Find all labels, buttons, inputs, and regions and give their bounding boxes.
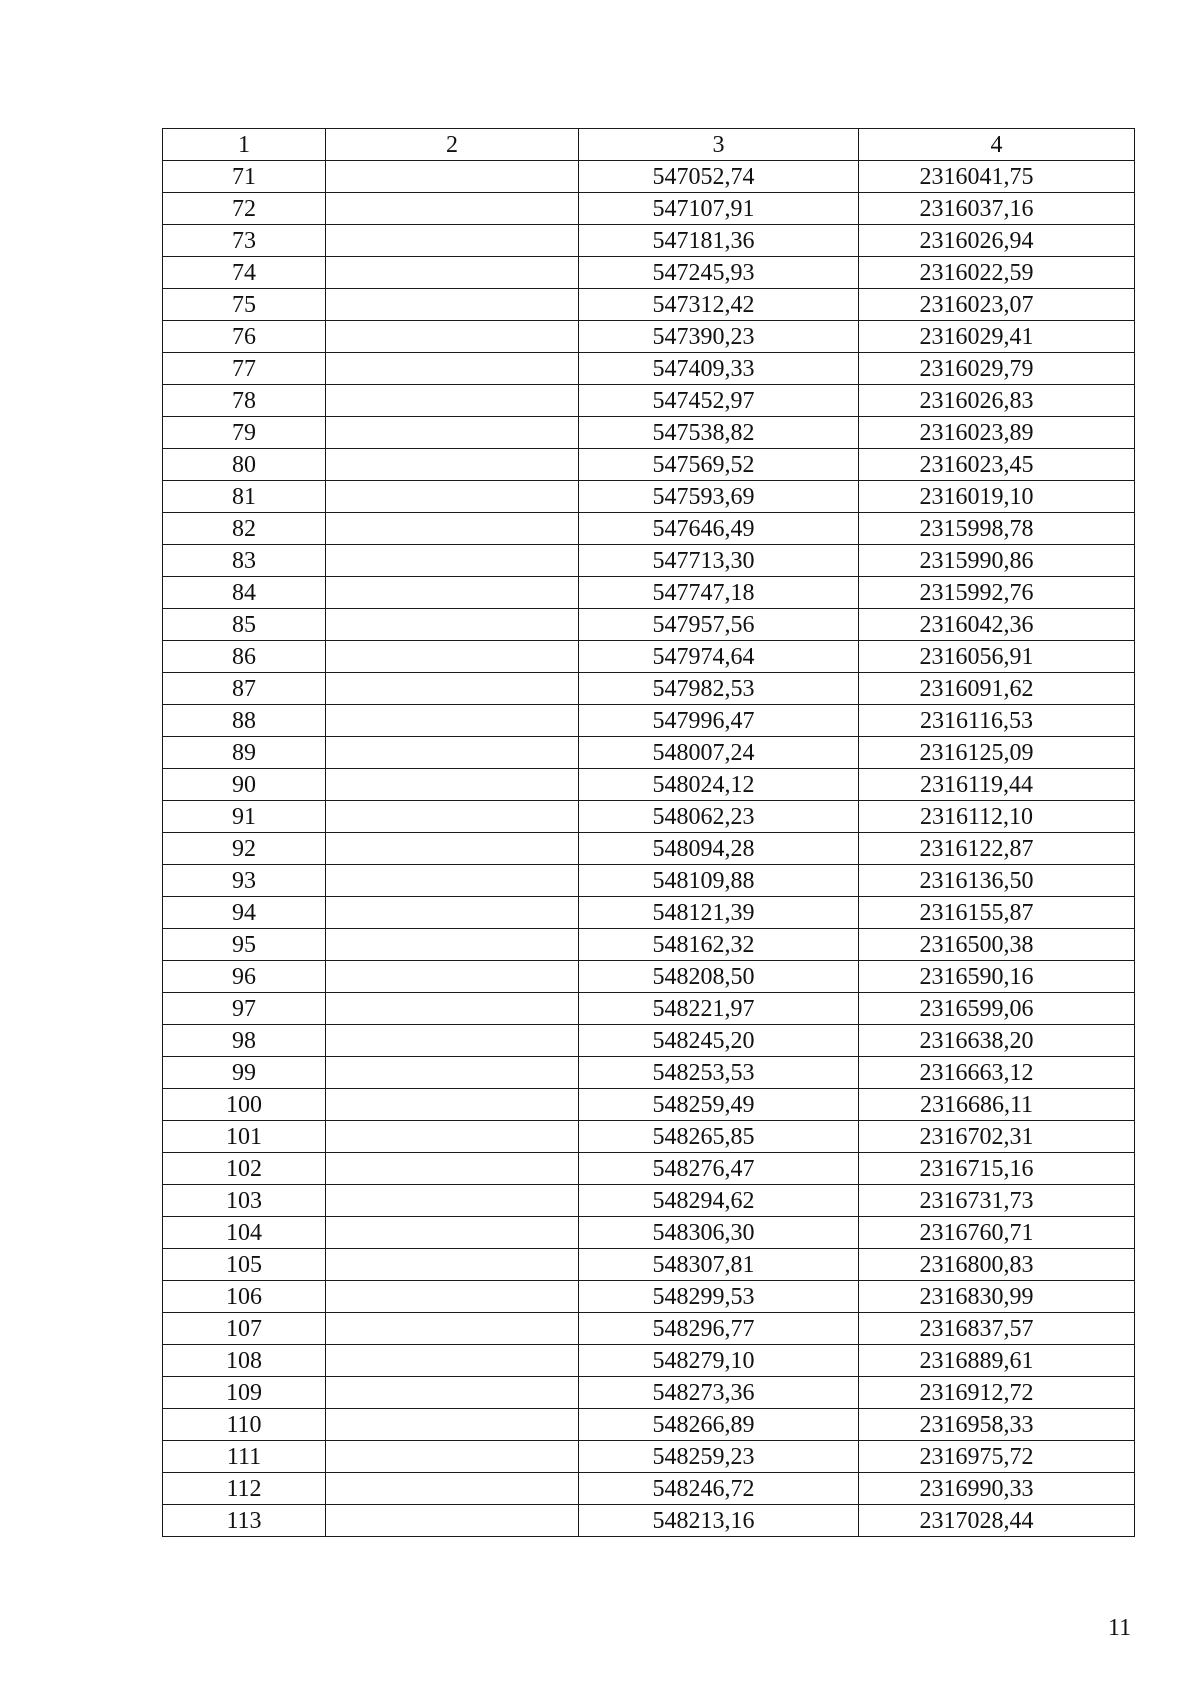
- cell-description: [326, 513, 579, 545]
- cell-point-number: 95: [163, 929, 326, 961]
- cell-y-coordinate: 2316037,16: [859, 193, 1135, 225]
- cell-x-coordinate: 547107,91: [579, 193, 859, 225]
- cell-y-coordinate: 2316889,61: [859, 1345, 1135, 1377]
- table-row: [163, 865, 1135, 897]
- header-col-1: 1: [163, 129, 326, 161]
- cell-x-coordinate: 547996,47: [579, 705, 859, 737]
- cell-x-coordinate: 547646,49: [579, 513, 859, 545]
- cell-y-coordinate: 2316663,12: [859, 1057, 1135, 1089]
- cell-x-coordinate: 548246,72: [579, 1473, 859, 1505]
- cell-x-coordinate: 548294,62: [579, 1185, 859, 1217]
- cell-description: [326, 385, 579, 417]
- cell-description: [326, 225, 579, 257]
- cell-description: [326, 641, 579, 673]
- cell-point-number: 104: [163, 1217, 326, 1249]
- table-row: [163, 1057, 1135, 1089]
- cell-description: [326, 929, 579, 961]
- cell-description: [326, 193, 579, 225]
- cell-description: [326, 705, 579, 737]
- cell-x-coordinate: 547957,56: [579, 609, 859, 641]
- cell-point-number: 96: [163, 961, 326, 993]
- table-row: [163, 705, 1135, 737]
- cell-description: [326, 1345, 579, 1377]
- cell-y-coordinate: 2316029,41: [859, 321, 1135, 353]
- table-row: [163, 513, 1135, 545]
- cell-y-coordinate: 2316026,94: [859, 225, 1135, 257]
- table-row: [163, 1089, 1135, 1121]
- cell-x-coordinate: 547713,30: [579, 545, 859, 577]
- coordinates-table: [162, 128, 1135, 1537]
- cell-x-coordinate: 548121,39: [579, 897, 859, 929]
- table-row: [163, 1249, 1135, 1281]
- cell-description: [326, 961, 579, 993]
- cell-point-number: 90: [163, 769, 326, 801]
- cell-y-coordinate: 2316119,44: [859, 769, 1135, 801]
- table-row: [163, 545, 1135, 577]
- cell-point-number: 77: [163, 353, 326, 385]
- cell-point-number: 94: [163, 897, 326, 929]
- cell-point-number: 113: [163, 1505, 326, 1537]
- header-col-4: 4: [859, 129, 1135, 161]
- cell-description: [326, 1281, 579, 1313]
- cell-y-coordinate: 2316800,83: [859, 1249, 1135, 1281]
- cell-y-coordinate: 2316830,99: [859, 1281, 1135, 1313]
- header-col-2: 2: [326, 129, 579, 161]
- table-row: [163, 385, 1135, 417]
- cell-x-coordinate: 548259,23: [579, 1441, 859, 1473]
- cell-y-coordinate: 2316837,57: [859, 1313, 1135, 1345]
- cell-x-coordinate: 548266,89: [579, 1409, 859, 1441]
- cell-point-number: 74: [163, 257, 326, 289]
- cell-point-number: 105: [163, 1249, 326, 1281]
- cell-description: [326, 449, 579, 481]
- cell-y-coordinate: 2316056,91: [859, 641, 1135, 673]
- cell-y-coordinate: 2315990,86: [859, 545, 1135, 577]
- cell-description: [326, 321, 579, 353]
- table-row: [163, 897, 1135, 929]
- cell-description: [326, 801, 579, 833]
- table-row: [163, 801, 1135, 833]
- cell-x-coordinate: 547181,36: [579, 225, 859, 257]
- table-row: [163, 161, 1135, 193]
- cell-description: [326, 769, 579, 801]
- cell-x-coordinate: 548259,49: [579, 1089, 859, 1121]
- cell-description: [326, 673, 579, 705]
- cell-y-coordinate: 2316122,87: [859, 833, 1135, 865]
- cell-description: [326, 1057, 579, 1089]
- cell-x-coordinate: 547974,64: [579, 641, 859, 673]
- cell-x-coordinate: 547452,97: [579, 385, 859, 417]
- cell-x-coordinate: 548007,24: [579, 737, 859, 769]
- table-row: [163, 961, 1135, 993]
- table-row: [163, 225, 1135, 257]
- table-row: [163, 673, 1135, 705]
- cell-point-number: 89: [163, 737, 326, 769]
- cell-description: [326, 1185, 579, 1217]
- cell-y-coordinate: 2316702,31: [859, 1121, 1135, 1153]
- cell-y-coordinate: 2316019,10: [859, 481, 1135, 513]
- cell-x-coordinate: 548208,50: [579, 961, 859, 993]
- cell-x-coordinate: 547569,52: [579, 449, 859, 481]
- cell-description: [326, 353, 579, 385]
- cell-y-coordinate: 2316638,20: [859, 1025, 1135, 1057]
- table-row: [163, 257, 1135, 289]
- table-row: [163, 1121, 1135, 1153]
- cell-x-coordinate: 547747,18: [579, 577, 859, 609]
- table-row: [163, 1345, 1135, 1377]
- cell-x-coordinate: 547312,42: [579, 289, 859, 321]
- table-row: [163, 321, 1135, 353]
- cell-description: [326, 1121, 579, 1153]
- table-row: [163, 1217, 1135, 1249]
- cell-description: [326, 417, 579, 449]
- table-row: [163, 1441, 1135, 1473]
- cell-y-coordinate: 2316715,16: [859, 1153, 1135, 1185]
- cell-point-number: 88: [163, 705, 326, 737]
- cell-point-number: 81: [163, 481, 326, 513]
- table-row: [163, 1025, 1135, 1057]
- cell-point-number: 73: [163, 225, 326, 257]
- table-row: [163, 481, 1135, 513]
- cell-description: [326, 1217, 579, 1249]
- cell-description: [326, 1505, 579, 1537]
- cell-point-number: 99: [163, 1057, 326, 1089]
- table-row: [163, 1377, 1135, 1409]
- cell-description: [326, 1249, 579, 1281]
- table-header-row: [163, 129, 1135, 161]
- cell-y-coordinate: 2316590,16: [859, 961, 1135, 993]
- cell-point-number: 93: [163, 865, 326, 897]
- cell-x-coordinate: 548221,97: [579, 993, 859, 1025]
- cell-y-coordinate: 2316091,62: [859, 673, 1135, 705]
- table-body: [163, 161, 1135, 1537]
- cell-x-coordinate: 548245,20: [579, 1025, 859, 1057]
- cell-y-coordinate: 2316990,33: [859, 1473, 1135, 1505]
- table-row: [163, 833, 1135, 865]
- cell-y-coordinate: 2316155,87: [859, 897, 1135, 929]
- cell-y-coordinate: 2316041,75: [859, 161, 1135, 193]
- table-row: [163, 577, 1135, 609]
- cell-description: [326, 993, 579, 1025]
- cell-point-number: 78: [163, 385, 326, 417]
- cell-description: [326, 1473, 579, 1505]
- cell-description: [326, 1313, 579, 1345]
- cell-description: [326, 1153, 579, 1185]
- table-row: [163, 1409, 1135, 1441]
- cell-x-coordinate: 548276,47: [579, 1153, 859, 1185]
- cell-description: [326, 1089, 579, 1121]
- cell-x-coordinate: 548162,32: [579, 929, 859, 961]
- cell-point-number: 82: [163, 513, 326, 545]
- cell-y-coordinate: 2316125,09: [859, 737, 1135, 769]
- cell-y-coordinate: 2315992,76: [859, 577, 1135, 609]
- cell-y-coordinate: 2316116,53: [859, 705, 1135, 737]
- table-row: [163, 1473, 1135, 1505]
- cell-description: [326, 1441, 579, 1473]
- table-row: [163, 1313, 1135, 1345]
- cell-x-coordinate: 548273,36: [579, 1377, 859, 1409]
- cell-point-number: 71: [163, 161, 326, 193]
- cell-x-coordinate: 548109,88: [579, 865, 859, 897]
- cell-y-coordinate: 2317028,44: [859, 1505, 1135, 1537]
- table-row: [163, 289, 1135, 321]
- cell-point-number: 111: [163, 1441, 326, 1473]
- cell-x-coordinate: 548279,10: [579, 1345, 859, 1377]
- table-row: [163, 1281, 1135, 1313]
- table-row: [163, 193, 1135, 225]
- cell-point-number: 106: [163, 1281, 326, 1313]
- cell-x-coordinate: 548307,81: [579, 1249, 859, 1281]
- cell-description: [326, 161, 579, 193]
- cell-description: [326, 897, 579, 929]
- cell-y-coordinate: 2316599,06: [859, 993, 1135, 1025]
- cell-y-coordinate: 2316760,71: [859, 1217, 1135, 1249]
- cell-x-coordinate: 548296,77: [579, 1313, 859, 1345]
- cell-y-coordinate: 2316023,07: [859, 289, 1135, 321]
- cell-description: [326, 1409, 579, 1441]
- cell-point-number: 98: [163, 1025, 326, 1057]
- cell-x-coordinate: 548062,23: [579, 801, 859, 833]
- cell-x-coordinate: 548094,28: [579, 833, 859, 865]
- table-row: [163, 641, 1135, 673]
- cell-point-number: 107: [163, 1313, 326, 1345]
- cell-y-coordinate: 2316500,38: [859, 929, 1135, 961]
- cell-point-number: 80: [163, 449, 326, 481]
- cell-y-coordinate: 2316975,72: [859, 1441, 1135, 1473]
- cell-y-coordinate: 2316023,89: [859, 417, 1135, 449]
- table-row: [163, 417, 1135, 449]
- cell-description: [326, 865, 579, 897]
- cell-x-coordinate: 547538,82: [579, 417, 859, 449]
- cell-point-number: 97: [163, 993, 326, 1025]
- cell-x-coordinate: 547593,69: [579, 481, 859, 513]
- cell-description: [326, 257, 579, 289]
- cell-point-number: 75: [163, 289, 326, 321]
- cell-y-coordinate: 2315998,78: [859, 513, 1135, 545]
- table-row: [163, 1153, 1135, 1185]
- table-row: [163, 449, 1135, 481]
- cell-x-coordinate: 548306,30: [579, 1217, 859, 1249]
- cell-description: [326, 1025, 579, 1057]
- cell-point-number: 109: [163, 1377, 326, 1409]
- cell-point-number: 101: [163, 1121, 326, 1153]
- cell-x-coordinate: 547390,23: [579, 321, 859, 353]
- cell-description: [326, 481, 579, 513]
- cell-point-number: 86: [163, 641, 326, 673]
- table-row: [163, 609, 1135, 641]
- cell-description: [326, 609, 579, 641]
- table-row: [163, 737, 1135, 769]
- cell-point-number: 92: [163, 833, 326, 865]
- cell-x-coordinate: 547982,53: [579, 673, 859, 705]
- page-number: 11: [1108, 1615, 1132, 1641]
- cell-x-coordinate: 547245,93: [579, 257, 859, 289]
- cell-point-number: 91: [163, 801, 326, 833]
- cell-description: [326, 1377, 579, 1409]
- cell-description: [326, 737, 579, 769]
- cell-point-number: 87: [163, 673, 326, 705]
- cell-description: [326, 289, 579, 321]
- cell-y-coordinate: 2316958,33: [859, 1409, 1135, 1441]
- cell-y-coordinate: 2316912,72: [859, 1377, 1135, 1409]
- cell-point-number: 112: [163, 1473, 326, 1505]
- cell-point-number: 85: [163, 609, 326, 641]
- cell-description: [326, 545, 579, 577]
- table-row: [163, 353, 1135, 385]
- table-row: [163, 1185, 1135, 1217]
- table-row: [163, 993, 1135, 1025]
- table-row: [163, 769, 1135, 801]
- cell-y-coordinate: 2316731,73: [859, 1185, 1135, 1217]
- cell-x-coordinate: 548024,12: [579, 769, 859, 801]
- cell-point-number: 76: [163, 321, 326, 353]
- cell-point-number: 102: [163, 1153, 326, 1185]
- cell-y-coordinate: 2316112,10: [859, 801, 1135, 833]
- cell-point-number: 103: [163, 1185, 326, 1217]
- cell-y-coordinate: 2316042,36: [859, 609, 1135, 641]
- cell-x-coordinate: 548213,16: [579, 1505, 859, 1537]
- cell-y-coordinate: 2316136,50: [859, 865, 1135, 897]
- table-row: [163, 1505, 1135, 1537]
- cell-x-coordinate: 547409,33: [579, 353, 859, 385]
- cell-point-number: 72: [163, 193, 326, 225]
- table-row: [163, 929, 1135, 961]
- cell-point-number: 110: [163, 1409, 326, 1441]
- cell-x-coordinate: 547052,74: [579, 161, 859, 193]
- cell-description: [326, 833, 579, 865]
- cell-y-coordinate: 2316686,11: [859, 1089, 1135, 1121]
- cell-point-number: 100: [163, 1089, 326, 1121]
- cell-point-number: 83: [163, 545, 326, 577]
- cell-x-coordinate: 548299,53: [579, 1281, 859, 1313]
- cell-y-coordinate: 2316022,59: [859, 257, 1135, 289]
- cell-x-coordinate: 548253,53: [579, 1057, 859, 1089]
- cell-x-coordinate: 548265,85: [579, 1121, 859, 1153]
- cell-y-coordinate: 2316023,45: [859, 449, 1135, 481]
- cell-point-number: 84: [163, 577, 326, 609]
- cell-point-number: 108: [163, 1345, 326, 1377]
- header-col-3: 3: [579, 129, 859, 161]
- cell-description: [326, 577, 579, 609]
- cell-y-coordinate: 2316029,79: [859, 353, 1135, 385]
- cell-y-coordinate: 2316026,83: [859, 385, 1135, 417]
- cell-point-number: 79: [163, 417, 326, 449]
